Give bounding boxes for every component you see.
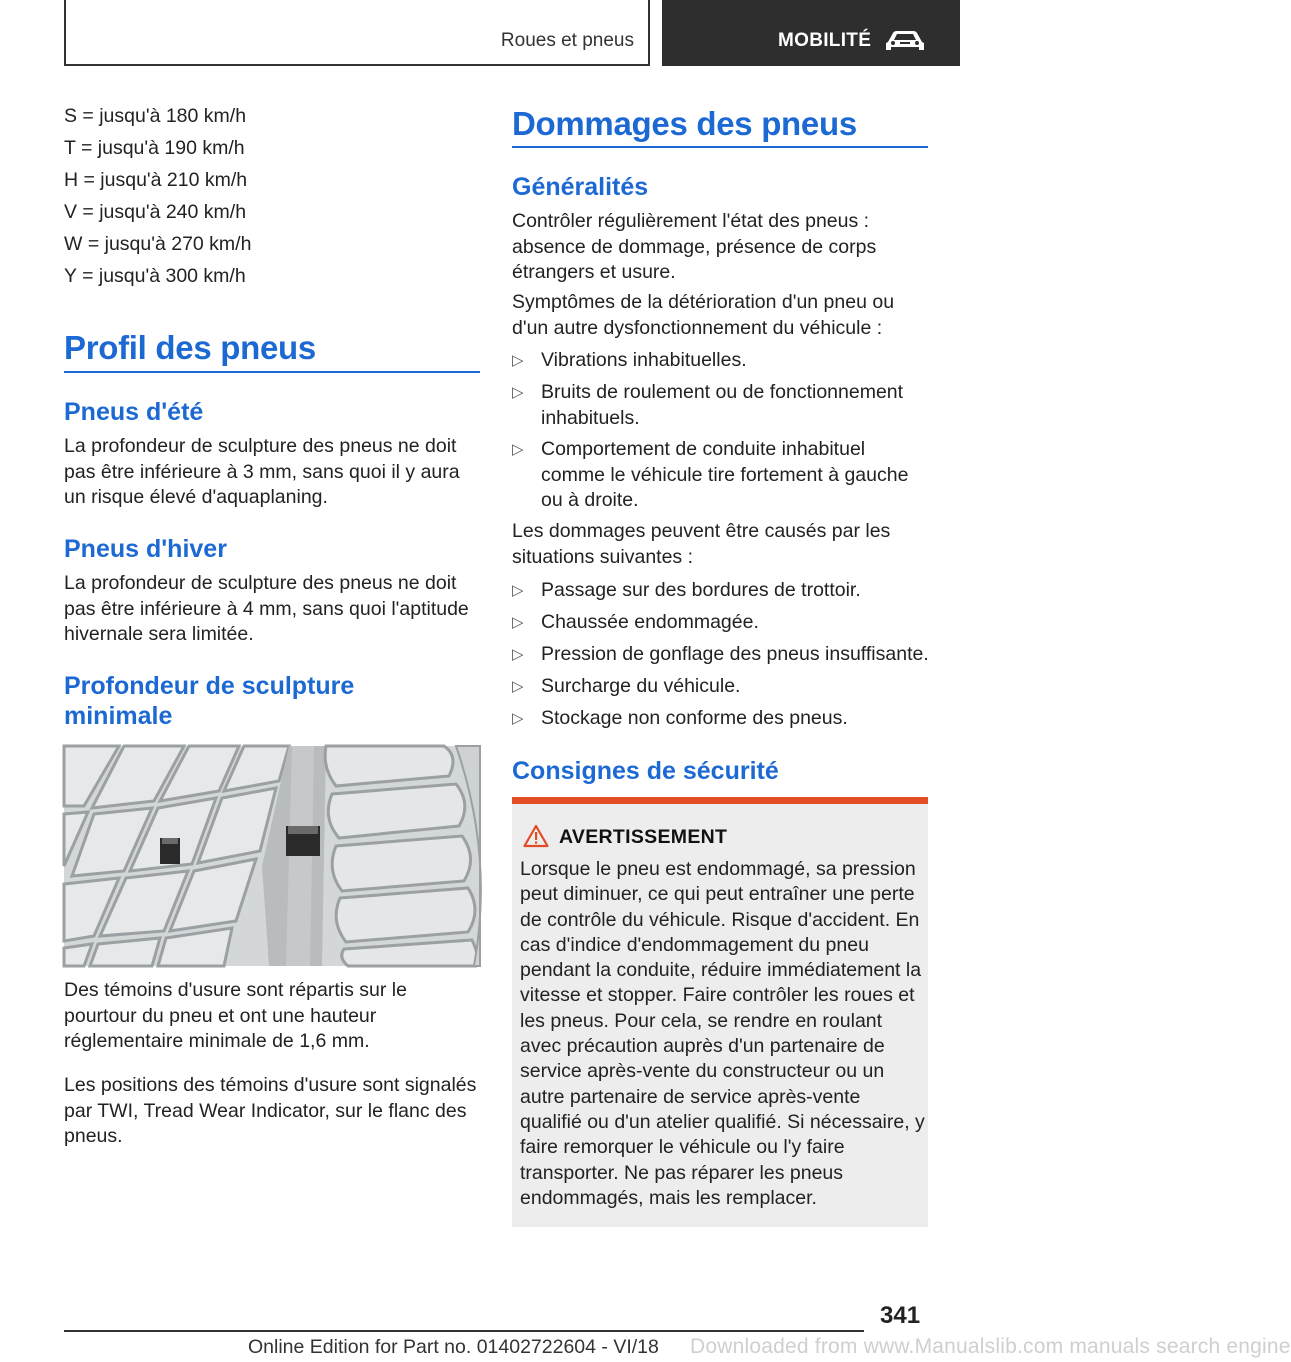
winter-tires-heading: Pneus d'hiver (64, 535, 227, 563)
bullet-triangle-icon: ▷ (512, 614, 524, 631)
warning-box (512, 797, 928, 1227)
general-text: Contrôler régulièrement l'état des pneus : absence de dommage, présence de corps étrangers et usure. (512, 210, 877, 283)
tire-tread-graphic (64, 746, 480, 966)
speed-rating-v: V = jusqu'à 240 km/h (64, 201, 247, 223)
wear-indicator-text-1: Des témoins d'usure sont répartis sur le pourtour du pneu et ont une hauteur réglementaire minimale de 1,6 mm. (64, 979, 407, 1052)
summer-tires-heading: Pneus d'été (64, 398, 204, 426)
warning-triangle-icon (523, 824, 549, 848)
bullet-triangle-icon: ▷ (512, 352, 524, 369)
bullet-triangle-icon: ▷ (512, 441, 524, 458)
damage-title-rule (512, 146, 928, 148)
safety-heading: Consignes de sécurité (512, 757, 779, 785)
header-rule-mid (648, 0, 650, 66)
warning-title: AVERTISSEMENT (559, 826, 728, 848)
speed-rating-s: S = jusqu'à 180 km/h (64, 105, 247, 127)
cause-item: Pression de gonflage des pneus insuffisante. (541, 643, 929, 665)
warning-bar (512, 797, 928, 804)
bullet-triangle-icon: ▷ (512, 384, 524, 401)
footer-edition: Online Edition for Part no. 01402722604 - VI/18 (248, 1336, 659, 1358)
header-chapter-tab (662, 0, 960, 66)
wear-indicator-large (286, 826, 320, 856)
header-rule-left (64, 0, 66, 66)
speed-rating-t: T = jusqu'à 190 km/h (64, 137, 245, 159)
profile-title-rule (64, 371, 480, 373)
page-number: 341 (880, 1302, 921, 1329)
summer-tires-text: La profondeur de sculpture des pneus ne doit pas être inférieure à 3 mm, sans quoi il y aura un risque élevé d'aquaplaning. (64, 435, 460, 508)
tire-tread-illustration (64, 746, 480, 966)
bullet-triangle-icon: ▷ (512, 710, 524, 727)
profile-title: Profil des pneus (64, 329, 316, 366)
bullet-triangle-icon: ▷ (512, 678, 524, 695)
general-heading: Généralités (512, 173, 649, 201)
speed-rating-y: Y = jusqu'à 300 km/h (64, 265, 246, 287)
cause-item: Stockage non conforme des pneus. (541, 707, 848, 729)
cause-item: Chaussée endommagée. (541, 611, 759, 633)
min-depth-heading: Profondeur de sculpture minimale (64, 672, 355, 730)
symptom-item: Vibrations inhabituelles. (541, 349, 747, 371)
header-chapter-label: MOBILITÉ (778, 30, 872, 51)
winter-tires-text: La profondeur de sculpture des pneus ne doit pas être inférieure à 4 mm, sans quoi l'aptitude hivernale sera limitée. (64, 572, 469, 645)
cause-item: Passage sur des bordures de trottoir. (541, 579, 861, 601)
wear-indicator-small (160, 838, 180, 864)
header-section-title: Roues et pneus (500, 30, 634, 51)
bullet-triangle-icon: ▷ (512, 582, 524, 599)
speed-rating-h: H = jusqu'à 210 km/h (64, 169, 248, 191)
watermark: Downloaded from www.Manualslib.com manuals search engine (690, 1335, 1291, 1358)
symptom-item: Bruits de roulement ou de fonctionnement inhabituels. (541, 381, 904, 429)
bullet-triangle-icon: ▷ (512, 646, 524, 663)
causes-intro: Les dommages peuvent être causés par les situations suivantes : (512, 520, 891, 568)
warning-text: Lorsque le pneu est endommagé, sa pression peut diminuer, ce qui peut entraîner une perte de contrôle du véhicule. Risque d'accident. En cas d'indice d'endommagement du pneu pendant la conduite, réduire immédiatement la vitesse et stopper. Faire contrôler les roues et les pneus. Pour cela, se rendre en roulant avec précaution auprès d'un partenaire de service après-vente du constructeur ou un autre partenaire de service après-vente qualifié ou d'un atelier qualifié. Si nécessaire, y faire remorquer le véhicule ou l'y faire transporter. Ne pas réparer les pneus endommagés, mais les remplacer. (520, 858, 925, 1209)
wear-indicator-text-2: Les positions des témoins d'usure sont signalés par TWI, Tread Wear Indicator, sur le flanc des pneus. (64, 1074, 477, 1147)
cause-item: Surcharge du véhicule. (541, 675, 741, 697)
footer-rule (64, 1330, 864, 1332)
header-rule-bottom (64, 64, 648, 66)
symptom-item: Comportement de conduite inhabituel comme le véhicule tire fortement à gauche ou à droite. (541, 438, 909, 511)
speed-rating-w: W = jusqu'à 270 km/h (64, 233, 252, 255)
symptoms-intro: Symptômes de la détérioration d'un pneu ou d'un autre dysfonctionnement du véhicule : (512, 291, 895, 339)
damage-title: Dommages des pneus (512, 105, 857, 142)
car-icon (884, 28, 926, 54)
